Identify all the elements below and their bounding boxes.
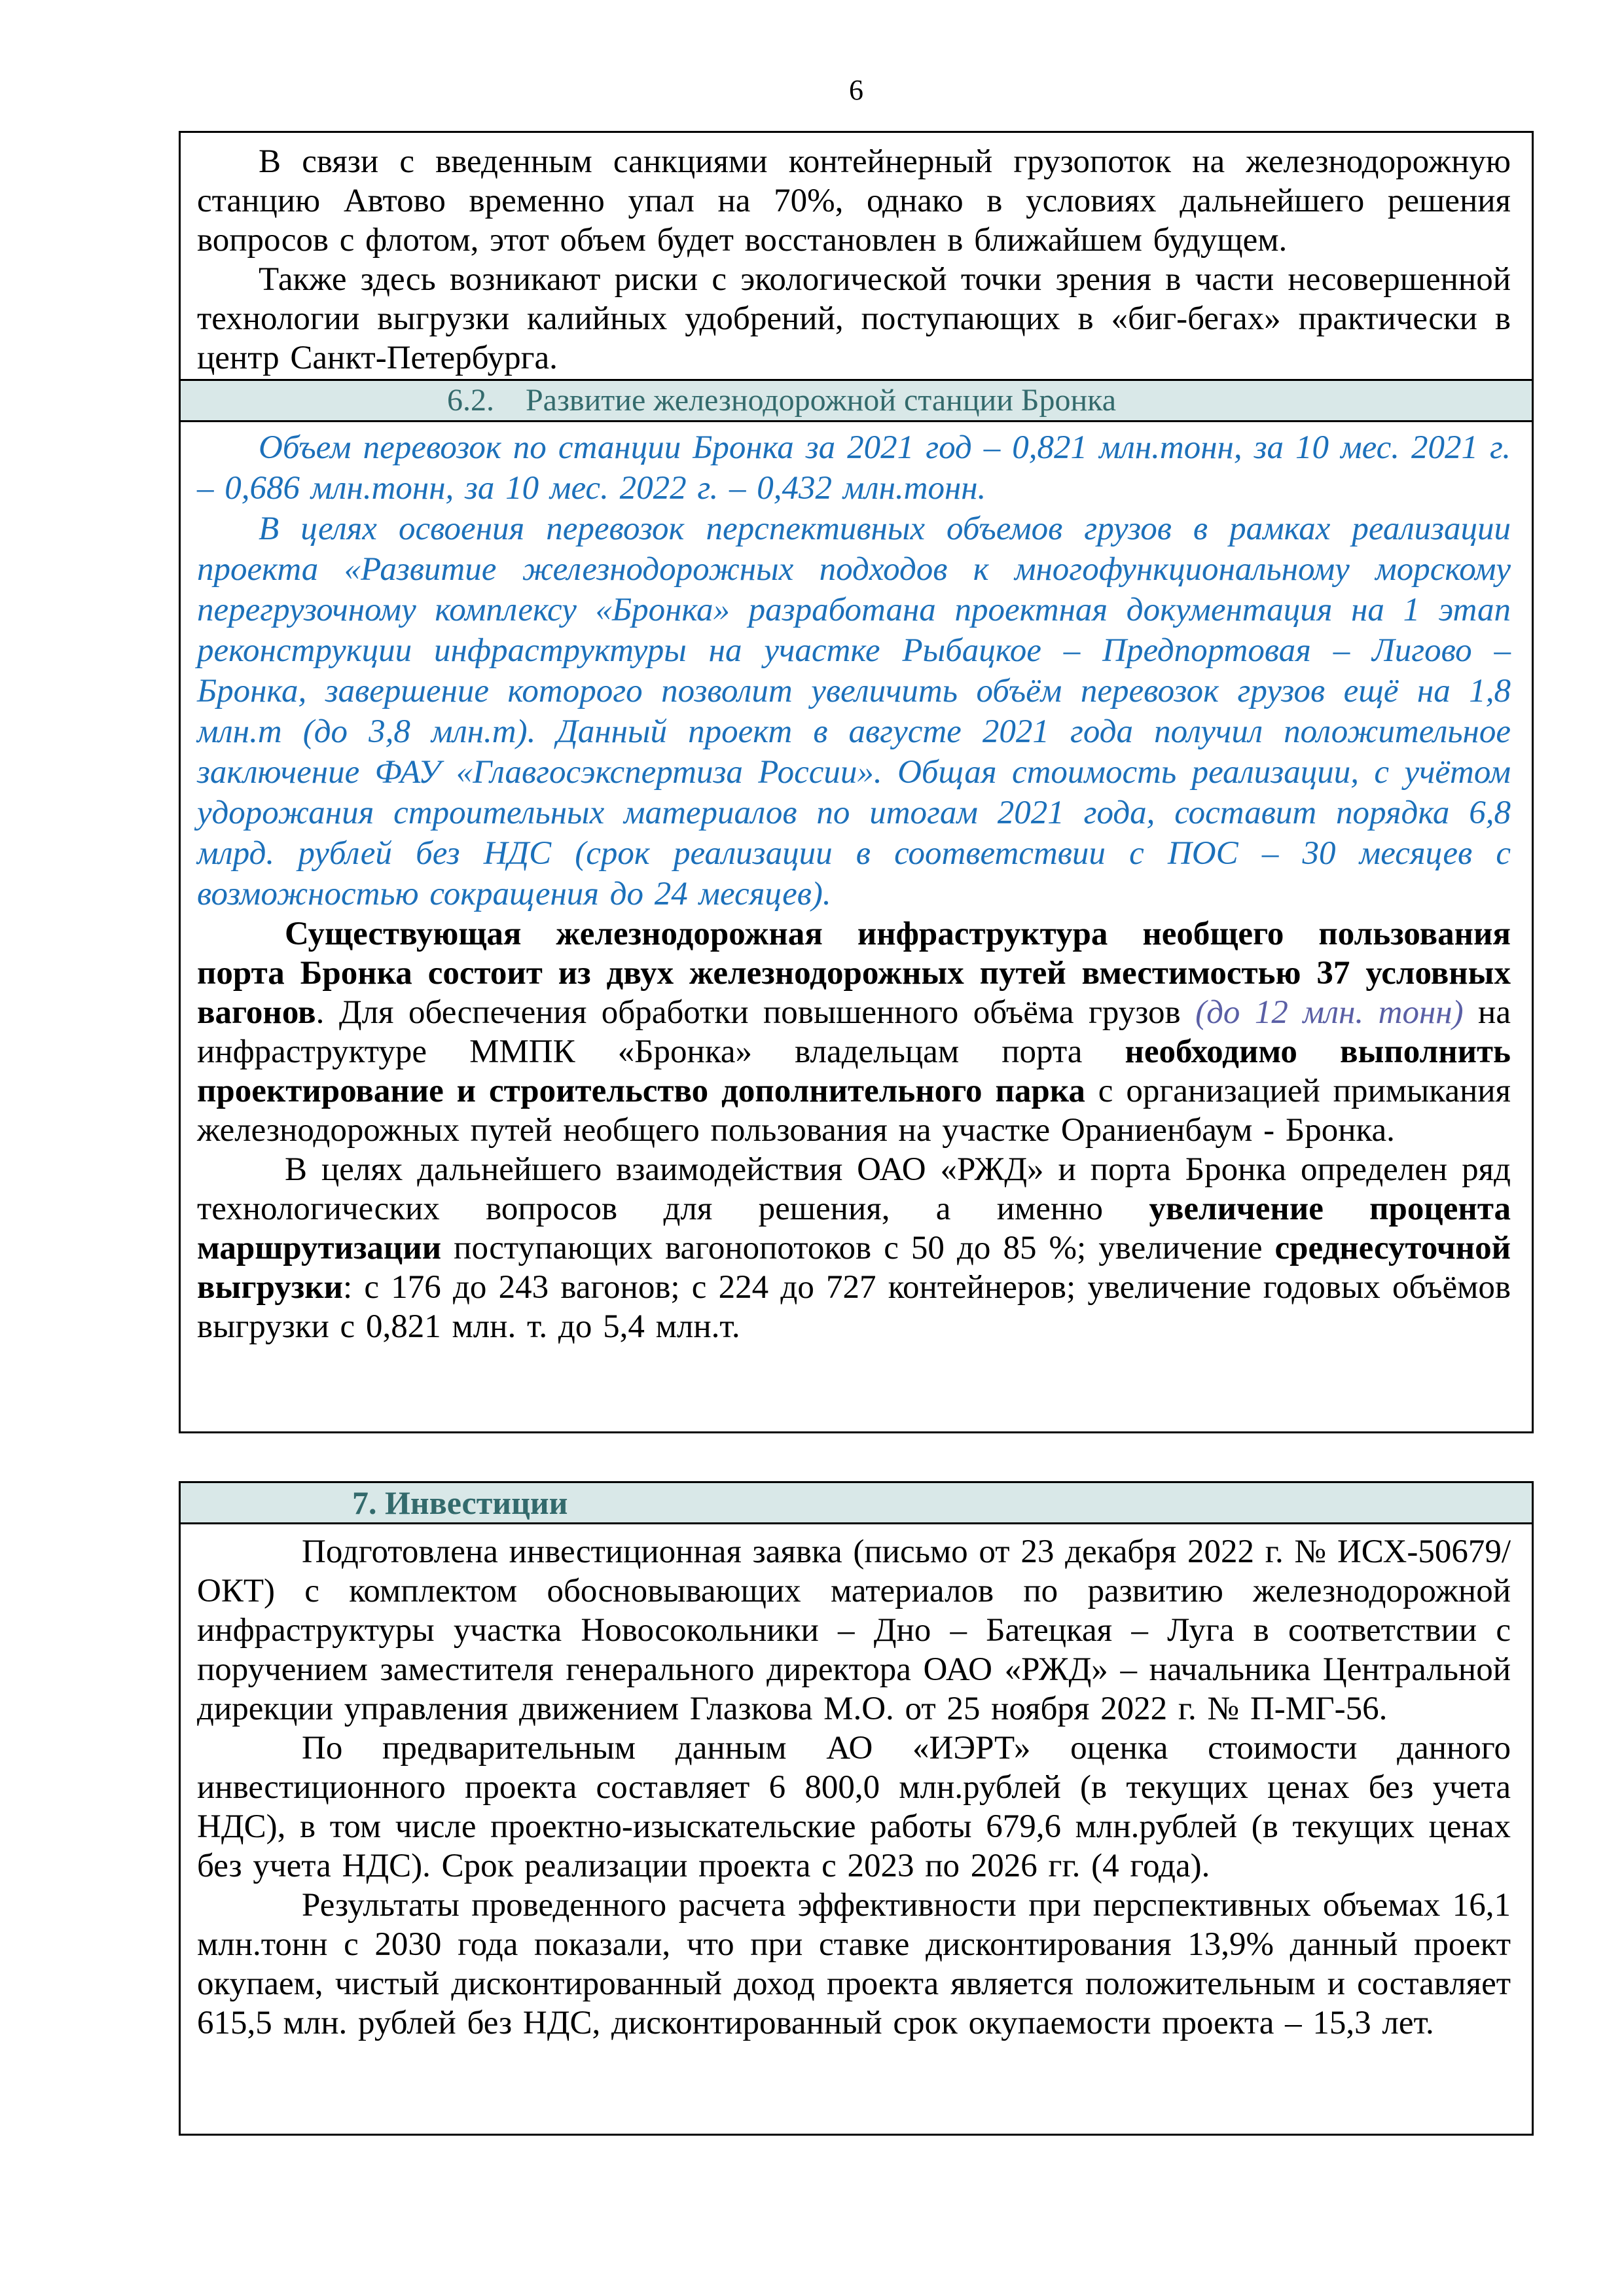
paragraph-bronka-volumes: Объем перевозок по станции Бронка за 2021 год – 0,821 млн.тонн, за 10 мес. 2021 г. – 0,686 млн.тонн, за 10 мес. 2022 г. – 0,432 млн.тонн.: [197, 429, 1511, 507]
section-investments-text: [181, 1524, 1532, 2132]
text-run: необходимо выполнить проектирование и строительство дополнительного парка: [197, 1033, 1511, 1109]
paragraph-rzd-cooperation: [197, 1150, 1511, 1346]
text-run: на инфраструктуре ММПК «Бронка» владельцам порта: [197, 994, 1511, 1070]
paragraph-bronka-project: В целях освоения перевозок перспективных объемов грузов в рамках реализации проекта «Развитие железнодорожных подходов к многофункциональному морскому перегрузочному комплексу «Бронка» разработана проектная документация на 1 этап реконструкции инфраструктуры на участке Рыбацкое – Предпортовая – Лигово – Бронка, завершение которого позволит увеличить объём перевозок грузов ещё на 1,8 млн.т (до 3,8 млн.т). Данный проект в августе 2021 года получил положительное заключение ФАУ «Главгосэкспертиза России». Общая стоимость реализации, с учётом удорожания строительных материалов по итогам 2021 года, составит порядка 6,8 млрд. рублей без НДС (срок реализации в соответствии с ПОС – 30 месяцев с возможностью сокращения до 24 месяцев).: [197, 511, 1511, 912]
section-heading-6-2: [181, 379, 1532, 422]
content-box-station-development: [179, 131, 1534, 1433]
text-run: . Для обеспечения обработки повышенного объёма грузов: [316, 994, 1196, 1031]
text-run: : с 176 до 243 вагонов; с 224 до 727 контейнеров; увеличение годовых объёмов выгрузки с 0,821 млн. т. до 5,4 млн.т.: [197, 1269, 1511, 1345]
text-run: с организацией примыкания железнодорожных путей необщего пользования на участке Ораниенбаум - Бронка.: [197, 1073, 1511, 1149]
content-box-investments: [179, 1481, 1534, 2136]
text-run: поступающих вагонопотоков с 50 до 85 %; увеличение: [441, 1230, 1275, 1266]
paragraph-investment-request: Подготовлена инвестиционная заявка (письмо от 23 декабря 2022 г. № ИСХ-50679/ОКТ) с комплектом обосновывающих материалов по развитию железнодорожной инфраструктуры участка Новосокольники – Дно – Батецкая – Луга в соответствии с поручением заместителя генерального директора ОАО «РЖД» – начальника Центральной дирекции управления движением Глазкова М.О. от 25 ноября 2022 г. № П-МГ-56.: [197, 1534, 1511, 1727]
section-bronka-text: [181, 422, 1532, 1394]
text-run: (до 12 млн. тонн): [1195, 994, 1464, 1031]
section-avtovo-text: [181, 133, 1532, 379]
paragraph-ecology-risks: Также здесь возникают риски с экологической точки зрения в части несовершенной технологии выгрузки калийных удобрений, поступающих в «биг-бегах» практически в центр Санкт-Петербурга.: [197, 261, 1511, 376]
paragraph-sanctions-impact: В связи с введенным санкциями контейнерный грузопоток на железнодорожную станцию Автово временно упал на 70%, однако в условиях дальнейшего решения вопросов с флотом, этот объем будет восстановлен в ближайшем будущем.: [197, 143, 1511, 259]
paragraph-cost-estimate: По предварительным данным АО «ИЭРТ» оценка стоимости данного инвестиционного проекта составляет 6 800,0 млн.рублей (в текущих ценах без учета НДС), в том числе проектно-изыскательские работы 679,6 млн.рублей (в текущих ценах без учета НДС). Срок реализации проекта с 2023 по 2026 гг. (4 года).: [197, 1730, 1511, 1884]
text-run: Существующая железнодорожная инфраструктура необщего пользования порта Бронка состоит из двух железнодорожных путей вместимостью 37 условных вагонов: [197, 916, 1511, 1031]
section-heading-6-2-label: 6.2. Развитие железнодорожной станции Бронка: [446, 383, 1117, 418]
paragraph-efficiency-results: Результаты проведенного расчета эффективности при перспективных объемах 16,1 млн.тонн с 2030 года показали, что при ставке дисконтирования 13,9% данный проект окупаем, чистый дисконтированный доход проекта является положительным и составляет 615,5 млн. рублей без НДС, дисконтированный срок окупаемости проекта – 15,3 лет.: [197, 1887, 1511, 2041]
section-heading-7-label: 7. Инвестиции: [352, 1484, 568, 1521]
page-number: 6: [849, 74, 863, 106]
section-heading-7: [181, 1483, 1532, 1524]
text-run: увеличение процента маршрутизации: [197, 1191, 1511, 1266]
text-run: среднесуточной выгрузки: [197, 1230, 1511, 1306]
text-run: В целях дальнейшего взаимодействия ОАО «РЖД» и порта Бронка определен ряд технологических вопросов для решения, а именно: [197, 1151, 1511, 1227]
paragraph-existing-infrastructure: [197, 914, 1511, 1150]
